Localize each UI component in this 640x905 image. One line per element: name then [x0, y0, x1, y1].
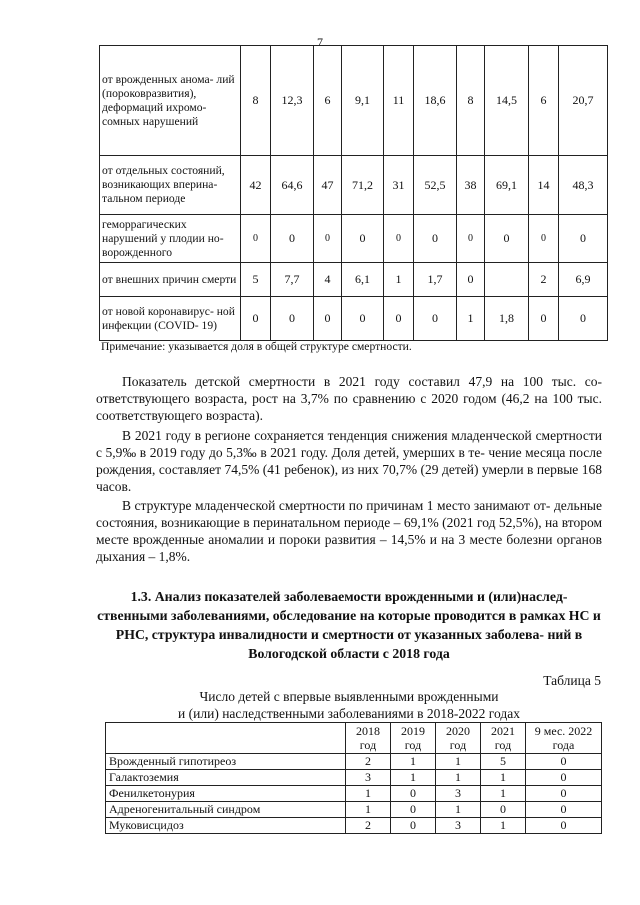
cell: 1	[436, 802, 481, 818]
cell: 0	[241, 215, 271, 263]
cell: 3	[436, 786, 481, 802]
cell: 2	[346, 818, 391, 834]
cell: 0	[481, 802, 526, 818]
cell: 1	[436, 754, 481, 770]
row-label: от врожденных анома- лий (пороковразвития), деформаций ихромо- сомных нарушений	[100, 46, 241, 156]
cell: 0	[457, 263, 485, 297]
table-row	[106, 770, 602, 786]
header-cell: 2018 год	[346, 723, 391, 754]
cell: 3	[346, 770, 391, 786]
cell: 14	[529, 156, 559, 215]
cell: 1	[346, 786, 391, 802]
cell: 1	[391, 754, 436, 770]
cell: 5	[481, 754, 526, 770]
cell: 0	[526, 786, 602, 802]
cell: 0	[342, 215, 384, 263]
cell: 0	[485, 215, 529, 263]
table-header-row	[106, 723, 602, 754]
disease-name: Врожденный гипотиреоз	[106, 754, 346, 770]
cell: 64,6	[271, 156, 314, 215]
cell: 9,1	[342, 46, 384, 156]
header-cell: 2019 год	[391, 723, 436, 754]
cell: 0	[271, 215, 314, 263]
cell: 0	[314, 297, 342, 341]
cell: 1,7	[414, 263, 457, 297]
cell: 0	[384, 215, 414, 263]
cell: 0	[526, 754, 602, 770]
row-label: от отдельных состояний, возникающих вперина- тальном периоде	[100, 156, 241, 215]
cell: 1,8	[485, 297, 529, 341]
cell: 6	[529, 46, 559, 156]
cell: 0	[526, 818, 602, 834]
cell: 1	[481, 770, 526, 786]
cell: 1	[481, 786, 526, 802]
mortality-cause-table	[99, 45, 608, 341]
cell: 0	[414, 297, 457, 341]
cell: 0	[559, 215, 608, 263]
cell: 5	[241, 263, 271, 297]
table-row	[100, 46, 608, 156]
cell: 6,9	[559, 263, 608, 297]
row-label: от внешних причин смерти	[100, 263, 241, 297]
cell: 1	[346, 802, 391, 818]
caption-line: и (или) наследственными заболеваниями в 2018-2022 годах	[178, 706, 520, 721]
cell: 6,1	[342, 263, 384, 297]
cell: 0	[391, 786, 436, 802]
cell: 7,7	[271, 263, 314, 297]
cell: 0	[314, 215, 342, 263]
table-row	[100, 156, 608, 215]
disease-name: Муковисцидоз	[106, 818, 346, 834]
paragraph: В структуре младенческой смертности по причинам 1 место занимают от- дельные состояния, возникающие в перинатальном периоде – 69,1% (2021 год 52,5%), на втором месте врожденные аномалии и пороки развития – 14,5% и на 3 месте болезни органов дыхания – 1,8%.	[96, 498, 602, 564]
disease-name: Адреногенитальный синдром	[106, 802, 346, 818]
paragraph: В 2021 году в регионе сохраняется тенденция снижения младенческой смертности с 5,9‰ в 2019 году до 5,3‰ в 2021 году. Доля детей, умерших в те- чение месяца после рождения, составляет 74,5% (41 ребенок), из них 70,7% (29 детей) умерли в первые 168 часов.	[96, 428, 602, 494]
cell: 52,5	[414, 156, 457, 215]
cell: 2	[529, 263, 559, 297]
cell: 38	[457, 156, 485, 215]
cell: 0	[526, 802, 602, 818]
cell: 14,5	[485, 46, 529, 156]
table-row	[100, 263, 608, 297]
cell: 11	[384, 46, 414, 156]
cell: 0	[271, 297, 314, 341]
cell: 0	[391, 802, 436, 818]
cell: 1	[436, 770, 481, 786]
table-row	[100, 215, 608, 263]
header-cell: 2021 год	[481, 723, 526, 754]
cell: 0	[529, 215, 559, 263]
cell: 0	[241, 297, 271, 341]
cell: 18,6	[414, 46, 457, 156]
row-label: геморрагических нарушений у плодии но- ворожденного	[100, 215, 241, 263]
cell: 42	[241, 156, 271, 215]
cell: 47	[314, 156, 342, 215]
cell: 71,2	[342, 156, 384, 215]
table-row	[106, 818, 602, 834]
table-row	[106, 754, 602, 770]
cell: 0	[526, 770, 602, 786]
header-cell-empty	[106, 723, 346, 754]
congenital-disease-table	[105, 722, 602, 834]
header-cell: 9 мес. 2022 года	[526, 723, 602, 754]
section-heading: 1.3. Анализ показателей заболеваемости врожденными и (или)наслед- ственными заболеваниями, обследование на которые проводится в рамках НС и РНС, структура инвалидности и смертности от указанных заболева- ний в Вологодской области с 2018 года	[97, 589, 601, 661]
cell: 8	[457, 46, 485, 156]
disease-name: Фенилкетонурия	[106, 786, 346, 802]
disease-name: Галактоземия	[106, 770, 346, 786]
row-label: от новой коронавирус- ной инфекции (COVID- 19)	[100, 297, 241, 341]
cell: 1	[384, 263, 414, 297]
cell: 0	[529, 297, 559, 341]
table-row	[106, 786, 602, 802]
cell: 0	[342, 297, 384, 341]
caption-line: Число детей с впервые выявленными врожденными	[199, 689, 499, 704]
table-row	[100, 297, 608, 341]
page-number: 7	[317, 35, 323, 49]
cell: 0	[391, 818, 436, 834]
table-number: Таблица 5	[543, 673, 601, 688]
cell: 1	[457, 297, 485, 341]
cell	[485, 263, 529, 297]
cell: 0	[559, 297, 608, 341]
cell: 0	[457, 215, 485, 263]
table-caption	[96, 688, 602, 722]
cell: 12,3	[271, 46, 314, 156]
header-cell: 2020 год	[436, 723, 481, 754]
cell: 0	[414, 215, 457, 263]
cell: 8	[241, 46, 271, 156]
cell: 48,3	[559, 156, 608, 215]
cell: 31	[384, 156, 414, 215]
cell: 69,1	[485, 156, 529, 215]
table-note: Примечание: указывается доля в общей структуре смертности.	[101, 340, 412, 353]
cell: 20,7	[559, 46, 608, 156]
cell: 2	[346, 754, 391, 770]
paragraph: Показатель детской смертности в 2021 году составил 47,9 на 100 тыс. со- ответствующего возраста, рост на 3,7% по сравнению с 2020 годом (46,2 на 100 тыс. соответствующего возраста).	[96, 374, 602, 423]
cell: 6	[314, 46, 342, 156]
cell: 4	[314, 263, 342, 297]
cell: 1	[481, 818, 526, 834]
cell: 0	[384, 297, 414, 341]
cell: 3	[436, 818, 481, 834]
table-row	[106, 802, 602, 818]
cell: 1	[391, 770, 436, 786]
